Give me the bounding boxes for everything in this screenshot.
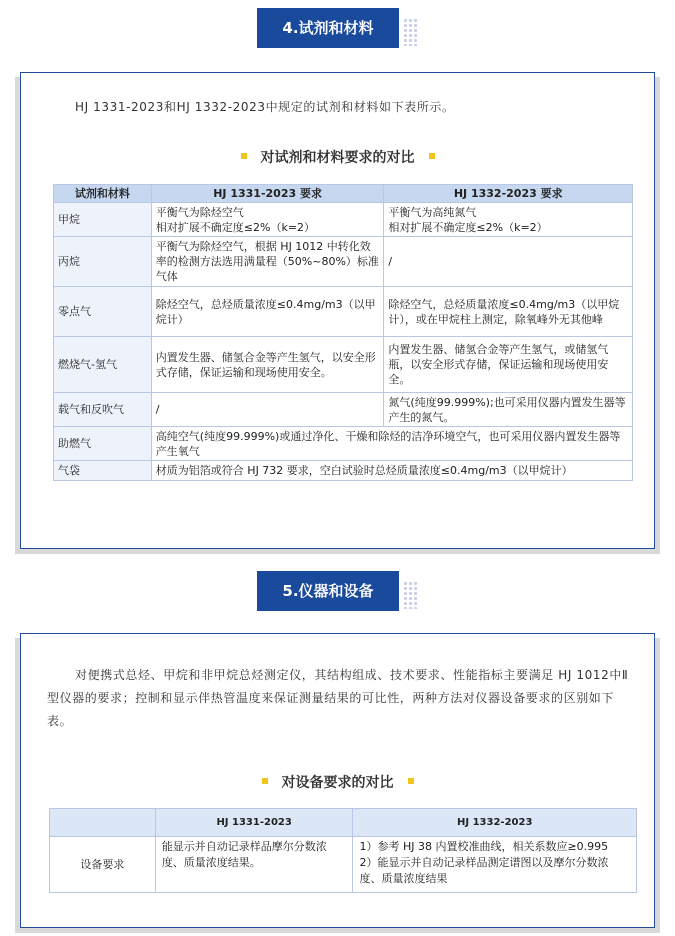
- cell-1332: 内置发生器、储氢合金等产生氢气，或储氢气瓶，以安全形式存储，保证运输和现场使用安全。: [384, 337, 633, 393]
- cell-1331: 平衡气为除烃空气 相对扩展不确定度≤2%（k=2）: [151, 203, 384, 237]
- table-row: [54, 337, 633, 393]
- merged-cell: 材质为铝箔或符合 HJ 732 要求，空白试验时总烃质量浓度≤0.4mg/m3（以甲烷计）: [151, 461, 632, 481]
- table-row: [54, 237, 633, 287]
- reagents-intro: HJ 1331-2023和HJ 1332-2023中规定的试剂和材料如下表所示。: [75, 100, 455, 114]
- cell-1331: /: [151, 393, 384, 427]
- table-row: [54, 427, 633, 461]
- header-cell: HJ 1331-2023: [155, 809, 353, 837]
- cell-1331: 平衡气为除烃空气，根据 HJ 1012 中转化效率的检测方法选用满量程（50%~80%）标准气体: [151, 237, 384, 287]
- bullet-square-icon: [262, 778, 268, 784]
- cell-1332: 平衡气为高纯氮气 相对扩展不确定度≤2%（k=2）: [384, 203, 633, 237]
- table-row: [54, 287, 633, 337]
- table-row: [54, 461, 633, 481]
- table-row: [50, 837, 637, 893]
- header-cell: [50, 809, 156, 837]
- equipment-intro: 对便携式总烃、甲烷和非甲烷总烃测定仪，其结构组成、技术要求、性能指标主要满足 HJ 1012中Ⅱ型仪器的要求；控制和显示伴热管温度来保证测量结果的可比性，两种方法对仪器设备要求的区别如下表。: [47, 668, 629, 728]
- header-cell: HJ 1332-2023: [353, 809, 637, 837]
- cell-1332: 除烃空气，总烃质量浓度≤0.4mg/m3（以甲烷计），或在甲烷柱上测定，除氧峰外无其他峰: [384, 287, 633, 337]
- row-name: 设备要求: [50, 837, 156, 893]
- bullet-square-icon: [408, 778, 414, 784]
- row-name: 丙烷: [54, 237, 152, 287]
- table-row: [54, 393, 633, 427]
- cell-1331: 能显示并自动记录样品摩尔分数浓度、质量浓度结果。: [155, 837, 353, 893]
- table1-title: 对试剂和材料要求的对比: [21, 147, 654, 167]
- table-row: [54, 203, 633, 237]
- equipment-card: [15, 633, 660, 933]
- header-cell: HJ 1331-2023 要求: [151, 185, 384, 203]
- bullet-square-icon: [241, 153, 247, 159]
- cell-1331: 内置发生器、储氢合金等产生氢气，以安全形式存储，保证运输和现场使用安全。: [151, 337, 384, 393]
- header-cell: HJ 1332-2023 要求: [384, 185, 633, 203]
- merged-cell: 高纯空气(纯度99.999%)或通过净化、干燥和除烃的洁净环境空气，也可采用仪器内置发生器等产生氧气: [151, 427, 632, 461]
- row-name: 助燃气: [54, 427, 152, 461]
- bullet-square-icon: [429, 153, 435, 159]
- row-name: 气袋: [54, 461, 152, 481]
- cell-1332: 氮气(纯度99.999%);也可采用仪器内置发生器等产生的氮气。: [384, 393, 633, 427]
- reagents-table: [53, 184, 633, 481]
- header-cell: 试剂和材料: [54, 185, 152, 203]
- table-header-row: [50, 809, 637, 837]
- row-name: 零点气: [54, 287, 152, 337]
- row-name: 甲烷: [54, 203, 152, 237]
- section-4-title: 4.试剂和材料: [257, 8, 399, 48]
- cell-1331: 除烃空气，总烃质量浓度≤0.4mg/m3（以甲烷计）: [151, 287, 384, 337]
- decorative-dots: [403, 18, 419, 46]
- reagents-card: [15, 72, 660, 554]
- equipment-table: [49, 808, 637, 893]
- cell-1332: /: [384, 237, 633, 287]
- section-5-title: 5.仪器和设备: [257, 571, 399, 611]
- section-5-header: [0, 571, 675, 611]
- row-name: 载气和反吹气: [54, 393, 152, 427]
- decorative-dots: [403, 581, 419, 609]
- section-4-header: [0, 8, 675, 48]
- row-name: 燃烧气-氢气: [54, 337, 152, 393]
- table2-title: 对设备要求的对比: [21, 772, 654, 792]
- table-header-row: [54, 185, 633, 203]
- cell-1332: 1）参考 HJ 38 内置校准曲线，相关系数应≥0.995 2）能显示并自动记录样品测定谱图以及摩尔分数浓度、质量浓度结果: [353, 837, 637, 893]
